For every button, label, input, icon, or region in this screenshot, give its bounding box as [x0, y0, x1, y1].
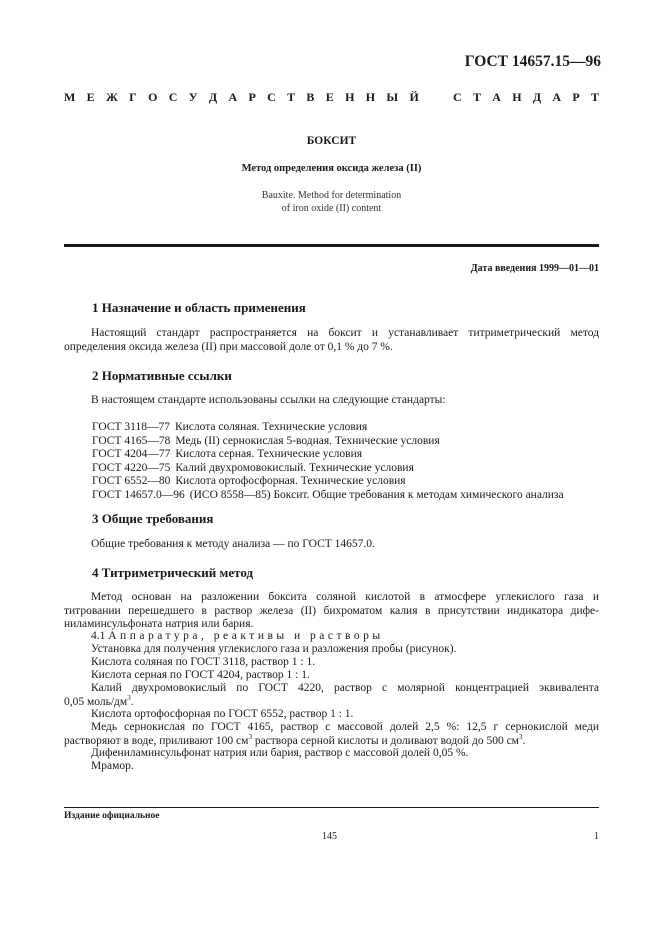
reference-code: ГОСТ 4204—77	[92, 448, 171, 460]
banner-letter: С	[267, 90, 276, 104]
reference-title: Кислота соляная. Технические условия	[174, 421, 368, 433]
english-title-line2: of iron oxide (II) content	[281, 203, 382, 214]
banner-letter: О	[148, 90, 158, 104]
official-edition-label: Издание официальное	[64, 811, 160, 821]
standard-banner	[64, 90, 599, 105]
banner-letter: Н	[512, 90, 522, 104]
superscript: 3	[127, 693, 131, 702]
banner-letter: Д	[208, 90, 218, 104]
header-divider	[64, 244, 599, 247]
reference-title: Кислота ортофосфорная. Технические условия	[175, 475, 406, 487]
section-1-line1: Настоящий стандарт распространяется на боксит и устанавливает титриметрический метод	[91, 327, 599, 339]
subsection-number: 4.1	[91, 630, 106, 642]
copper-line1: Медь сернокислая по ГОСТ 4165, раствор с массовой долей 2,5 %: 12,5 г сернокислой меди	[91, 721, 599, 733]
section-4-heading: 4 Титриметрический метод	[92, 565, 254, 580]
section-4-p1-line3: ниламинсульфоната натрия или бария.	[64, 618, 254, 630]
banner-left	[64, 90, 419, 105]
subsection-title: Аппаратура, реактивы и растворы	[108, 630, 384, 642]
banner-letter: Р	[248, 90, 256, 104]
copper-line2	[64, 732, 599, 749]
subsection-4-1-heading	[64, 630, 599, 644]
reference-title: (ИСО 8558—85) Боксит. Общие требования к методам химического анализа	[189, 488, 564, 501]
section-3-text: Общие требования к методу анализа — по ГОСТ 14657.0.	[91, 538, 375, 550]
apparatus-item: Кислота соляная по ГОСТ 3118, раствор 1 : 1.	[91, 656, 316, 668]
banner-letter: Ы	[386, 90, 399, 104]
introduction-date: Дата введения 1999—01—01	[470, 263, 599, 274]
reference-item	[92, 462, 564, 476]
banner-letter: Й	[409, 90, 419, 104]
section-2-heading: 2 Нормативные ссылки	[92, 368, 232, 383]
section-3-heading: 3 Общие требования	[92, 511, 214, 526]
page-number: 145	[322, 831, 337, 842]
superscript: 3	[248, 732, 252, 741]
banner-letter: В	[306, 90, 315, 104]
section-4-p1-line1: Метод основан на разложении боксита соляной кислотой в атмосфере углекислого газа и	[91, 591, 599, 603]
copper-line2-a: растворяют в воде, приливают 100 см	[64, 734, 249, 747]
apparatus-item: Кислота серная по ГОСТ 4204, раствор 1 : 1.	[91, 669, 310, 681]
sheet-number: 1	[594, 831, 599, 842]
banner-letter: М	[64, 90, 76, 104]
reference-item	[92, 475, 564, 489]
banner-letter: А	[492, 90, 501, 104]
dichromate-line2	[64, 693, 599, 710]
banner-letter: Д	[532, 90, 542, 104]
apparatus-item-dichromate	[64, 682, 599, 709]
reference-code: ГОСТ 4220—75	[92, 461, 171, 474]
superscript: 3	[518, 732, 523, 741]
document-title: БОКСИТ	[306, 135, 357, 147]
document-subtitle: Метод определения оксида железа (II)	[241, 163, 422, 174]
reference-title: Кислота серная. Технические условия	[175, 448, 363, 460]
section-2-intro: В настоящем стандарте использованы ссылки на следующие стандарты:	[91, 394, 446, 406]
reference-code: ГОСТ 3118—77	[92, 421, 170, 433]
document-code: ГОСТ 14657.15—96	[464, 53, 601, 70]
reference-item	[92, 489, 564, 503]
english-title	[64, 189, 599, 215]
banner-letter: Т	[590, 90, 599, 104]
banner-letter: Н	[345, 90, 355, 104]
section-1-heading: 1 Назначение и область применения	[92, 300, 306, 315]
banner-letter: Н	[365, 90, 376, 104]
reference-item	[92, 421, 564, 435]
reference-title: Медь (II) сернокислая 5-водная. Технические условия	[175, 434, 440, 447]
apparatus-item: Мрамор.	[91, 760, 134, 772]
period: .	[130, 695, 134, 708]
banner-letter: Е	[86, 90, 95, 104]
reference-title: Калий двухромовокислый. Технические условия	[175, 461, 414, 474]
banner-letter: Т	[472, 90, 481, 104]
banner-letter: Е	[325, 90, 334, 104]
reference-item	[92, 448, 564, 462]
reference-code: ГОСТ 4165—78	[92, 434, 171, 447]
reference-code: ГОСТ 6552—80	[92, 475, 171, 487]
banner-letter: Ж	[105, 90, 118, 104]
dichromate-line2-text: 0,05 моль/дм	[64, 695, 128, 708]
banner-letter: С	[453, 90, 462, 104]
apparatus-item: Кислота ортофосфорная по ГОСТ 6552, раствор 1 : 1.	[91, 708, 354, 720]
section-4-p1-line2: титровании перешедшего в раствор железа (II) бихроматом калия в присутствии индикатора дифе-	[64, 604, 599, 617]
footer-divider	[64, 807, 599, 808]
section-4-paragraph	[64, 591, 599, 632]
banner-letter: Т	[287, 90, 296, 104]
reference-code: ГОСТ 14657.0—96	[92, 488, 185, 501]
banner-letter: С	[168, 90, 178, 104]
english-title-line1: Bauxite. Method for determination	[261, 190, 402, 201]
copper-line2-b: раствора серной кислоты и доливают водой до 500 см	[251, 734, 519, 747]
reference-item	[92, 435, 564, 449]
banner-letter: А	[228, 90, 238, 104]
period: .	[522, 734, 526, 747]
banner-letter: Г	[129, 90, 137, 104]
banner-right	[453, 90, 599, 105]
banner-letter: А	[552, 90, 562, 104]
section-1-text	[64, 327, 599, 354]
apparatus-item: Установка для получения углекислого газа и разложения пробы (рисунок).	[91, 643, 457, 655]
apparatus-item-copper	[64, 721, 599, 748]
banner-letter: У	[188, 90, 198, 104]
reference-list	[92, 421, 564, 502]
dichromate-line1: Калий двухромовокислый по ГОСТ 4220, раствор с молярной концентрацией эквивалента	[91, 682, 599, 694]
apparatus-item: Дифениламинсульфонат натрия или бария, раствор с массовой долей 0,05 %.	[91, 747, 469, 759]
banner-letter: Р	[572, 90, 580, 104]
section-1-line2: определения оксида железа (II) при массовой доле от 0,1 % до 7 %.	[64, 340, 393, 353]
